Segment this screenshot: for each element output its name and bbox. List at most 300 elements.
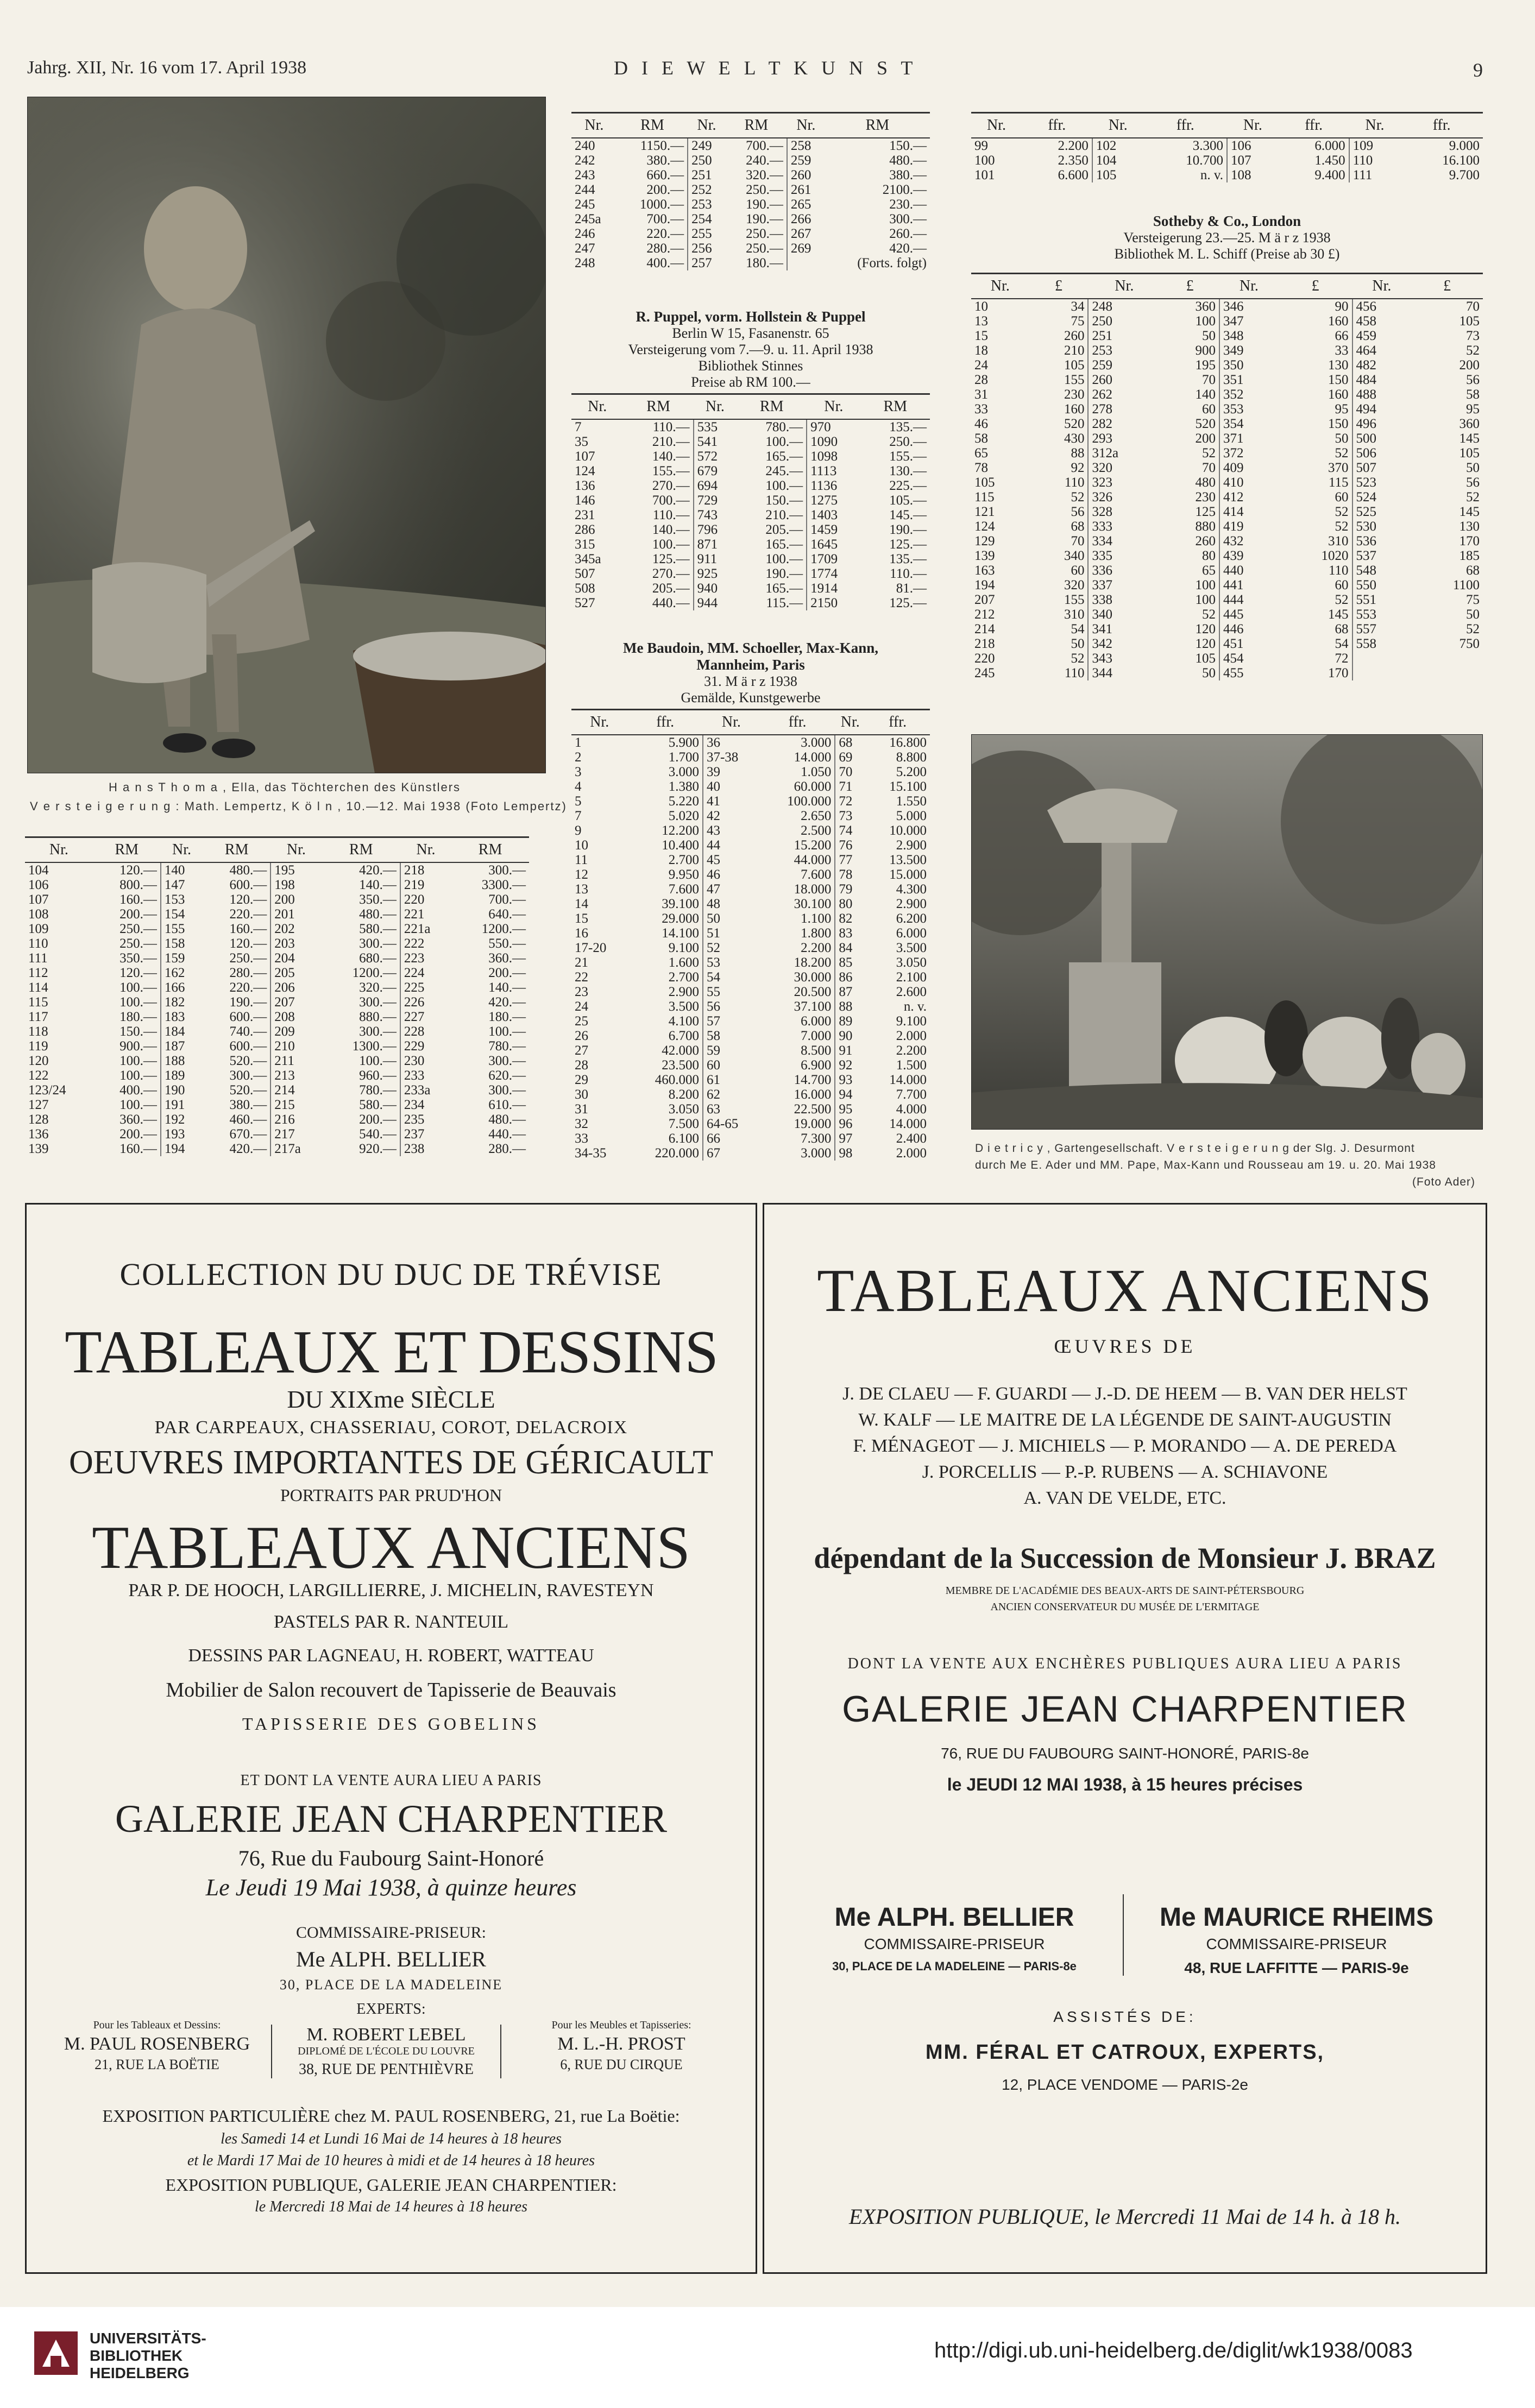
lot-price: 10.700 xyxy=(1144,153,1227,168)
lot-price: 6.700 xyxy=(627,1029,703,1043)
table-row xyxy=(571,1058,930,1073)
lot-price: 6.600 xyxy=(1022,168,1092,182)
lot-number: 18 xyxy=(974,343,988,358)
ad2-address: 76, RUE DU FAUBOURG SAINT-HONORÉ, PARIS-8e xyxy=(941,1745,1309,1762)
lot-price: 1000.— xyxy=(617,197,688,212)
table-row xyxy=(571,926,930,941)
table-row xyxy=(571,897,930,911)
table-row xyxy=(571,522,930,537)
lot-price: 1.700 xyxy=(627,750,703,765)
lot-number: 110 xyxy=(28,936,48,951)
lot-number: 86 xyxy=(839,970,853,985)
lot-number: 10 xyxy=(974,299,988,314)
ad2-rheims-address: 48, RUE LAFFITTE — PARIS-9e xyxy=(1184,1959,1409,1976)
lot-price: 75 xyxy=(1029,314,1089,329)
lot-price: 380.— xyxy=(889,168,927,182)
lot-number: 4 xyxy=(575,779,582,794)
lot-price: 120.— xyxy=(203,936,270,951)
lot-price: 660.— xyxy=(617,168,688,182)
table-row xyxy=(25,892,529,907)
lot-price: 300.— xyxy=(889,212,927,226)
lot-number: 293 xyxy=(1092,431,1112,446)
table-row xyxy=(971,666,1483,680)
ad1-expert3-note: Pour les Meubles et Tapisseries: xyxy=(551,2019,691,2031)
puppel-collection: Bibliothek Stinnes xyxy=(698,358,803,374)
lot-number: 111 xyxy=(28,951,48,966)
lot-price: 56 xyxy=(1029,505,1089,519)
lot-price: 2.400 xyxy=(896,1131,927,1146)
lot-price: 360 xyxy=(1160,299,1219,314)
lot-price: 420.— xyxy=(203,1142,270,1156)
journal-title: D I E W E L T K U N S T xyxy=(614,57,917,79)
lot-price: 185 xyxy=(1459,549,1480,563)
table-row xyxy=(571,197,930,212)
lot-number: 537 xyxy=(1356,549,1377,563)
lot-price: 610.— xyxy=(488,1098,526,1112)
lot-number: 245a xyxy=(575,212,601,226)
lot-price: 100.— xyxy=(93,995,161,1010)
library-name xyxy=(90,2330,206,2382)
table-row xyxy=(571,182,930,197)
lot-price: 250.— xyxy=(203,951,270,966)
ad2-rheims-name: Me MAURICE RHEIMS xyxy=(1159,1903,1434,1932)
lot-number: 112 xyxy=(28,966,48,980)
lot-price: 120 xyxy=(1160,636,1219,651)
lot-number: 84 xyxy=(839,941,853,955)
lot-number: 201 xyxy=(274,907,295,922)
puppel-date: Versteigerung vom 7.—9. u. 11. April 1938 xyxy=(628,342,873,357)
lot-price: 16.800 xyxy=(889,735,927,750)
lot-number: 409 xyxy=(1223,461,1244,475)
lot-price: 120.— xyxy=(93,966,161,980)
lot-number: 245 xyxy=(974,666,995,680)
page-number: 9 xyxy=(1473,59,1483,81)
lot-number: 106 xyxy=(1230,138,1251,153)
table-row xyxy=(571,256,930,270)
lot-number: 221 xyxy=(404,907,425,922)
lot-price: 52 xyxy=(1279,519,1352,534)
lot-price: 125.— xyxy=(889,596,927,610)
table-row xyxy=(25,1127,529,1142)
issue-line: Jahrg. XII, Nr. 16 vom 17. April 1938 xyxy=(27,58,307,78)
lot-number: 334 xyxy=(1092,534,1112,549)
lot-number: 70 xyxy=(839,765,853,779)
lot-number: 550 xyxy=(1356,578,1377,592)
lot-price: 300.— xyxy=(322,936,400,951)
lot-price: 260 xyxy=(1029,329,1089,343)
photo2-caption-line2: durch Me E. Ader und MM. Pape, Max-Kann und Rousseau am 19. u. 20. Mai 1938 xyxy=(975,1159,1436,1171)
lot-number: 248 xyxy=(575,256,595,270)
lot-number: 163 xyxy=(974,563,995,578)
ad1-dessins: DESSINS PAR LAGNEAU, H. ROBERT, WATTEAU xyxy=(188,1646,594,1666)
lot-number: 39 xyxy=(706,765,720,779)
table-row xyxy=(571,153,930,168)
lot-number: 242 xyxy=(575,153,595,168)
lot-price: 160 xyxy=(1029,402,1089,417)
lot-price: 5.220 xyxy=(627,794,703,809)
lot-number: 525 xyxy=(1356,505,1377,519)
lot-price: 1150.— xyxy=(617,138,688,153)
table-row xyxy=(571,212,930,226)
lot-price: 580.— xyxy=(322,1098,400,1112)
lot-price: 125 xyxy=(1160,505,1219,519)
lot-number: 35 xyxy=(575,434,588,449)
lot-number: 107 xyxy=(1230,153,1251,168)
lot-price: 10.000 xyxy=(889,823,927,838)
lot-price: n. v. xyxy=(1144,168,1227,182)
lot-price: 105 xyxy=(1459,446,1480,461)
lot-number: 7 xyxy=(575,420,582,434)
lot-number: 249 xyxy=(691,138,712,153)
lot-price: 250.— xyxy=(726,241,787,256)
lot-price: 225.— xyxy=(889,478,927,493)
lot-price: 10.400 xyxy=(627,838,703,853)
lot-number: 109 xyxy=(28,922,49,936)
lot-price: 360.— xyxy=(93,1112,161,1127)
lot-number: 192 xyxy=(164,1112,185,1127)
table-row xyxy=(971,651,1483,666)
lot-price: 480 xyxy=(1160,475,1219,490)
lot-number: 129 xyxy=(974,534,995,549)
column-header: RM xyxy=(825,113,930,138)
lot-price: 460.— xyxy=(203,1112,270,1127)
lot-price: 5.900 xyxy=(627,735,703,750)
ad2-artists-3: F. MÉNAGEOT — J. MICHIELS — P. MORANDO — A. DE PEREDA xyxy=(853,1436,1397,1456)
lot-price: 2.900 xyxy=(896,897,927,911)
lot-number: 258 xyxy=(790,138,811,153)
lot-number: 85 xyxy=(839,955,853,970)
table-row xyxy=(971,592,1483,607)
lot-price: 1.450 xyxy=(1279,153,1349,168)
lot-number: 77 xyxy=(839,853,853,867)
lot-price: 6.200 xyxy=(896,911,927,926)
lot-number: 36 xyxy=(706,735,720,750)
lot-number: 51 xyxy=(706,926,720,941)
lot-price: 270.— xyxy=(624,478,694,493)
lot-number: 225 xyxy=(404,980,425,995)
column-header: Nr. xyxy=(571,394,624,420)
ad2-artists-5: A. VAN DE VELDE, ETC. xyxy=(1023,1488,1226,1508)
lot-price: 205.— xyxy=(737,522,807,537)
lot-number: 23 xyxy=(575,985,588,999)
lot-number: 207 xyxy=(974,592,995,607)
lot-price: 880 xyxy=(1160,519,1219,534)
lot-number: 166 xyxy=(164,980,185,995)
lot-price: 150.— xyxy=(737,493,807,508)
lot-price: 60.000 xyxy=(760,779,835,794)
table-row xyxy=(25,1010,529,1024)
lot-number: 7 xyxy=(575,809,582,823)
ad1-expert2-address: 38, RUE DE PENTHIÈVRE xyxy=(299,2061,474,2078)
lot-number: 372 xyxy=(1223,446,1244,461)
lot-price: 250.— xyxy=(726,182,787,197)
lot-price: 105 xyxy=(1459,314,1480,329)
lot-number: 29 xyxy=(575,1073,588,1087)
lot-number: 488 xyxy=(1356,387,1377,402)
table-row xyxy=(971,490,1483,505)
lot-price: 22.500 xyxy=(760,1102,835,1117)
price-table-mid-3 xyxy=(571,709,930,1161)
lot-price: 1100 xyxy=(1452,578,1480,592)
lot-number: 218 xyxy=(404,863,425,878)
lot-number: 200 xyxy=(274,892,295,907)
lot-price: 56 xyxy=(1466,373,1480,387)
lot-price: 1020 xyxy=(1279,549,1352,563)
lot-number: 1403 xyxy=(810,508,838,522)
lot-price: 300.— xyxy=(322,1024,400,1039)
lot-number: 120 xyxy=(28,1054,49,1068)
lot-price: 120 xyxy=(1160,622,1219,636)
ad2-assistes: ASSISTÉS DE: xyxy=(1053,2008,1197,2025)
lot-price: 880.— xyxy=(322,1010,400,1024)
lot-price: 110.— xyxy=(624,419,694,434)
lot-price: 440.— xyxy=(488,1127,526,1142)
ad2-galerie: GALERIE JEAN CHARPENTIER xyxy=(842,1688,1408,1730)
ad2-divider xyxy=(1123,1894,1124,1976)
column-header: ffr. xyxy=(1144,113,1227,138)
lot-number: 336 xyxy=(1092,563,1112,578)
lot-number: 127 xyxy=(28,1098,49,1112)
lot-price: 125.— xyxy=(889,537,927,552)
lot-number: 205 xyxy=(274,966,295,980)
lot-price: 2.900 xyxy=(896,838,927,853)
ad2-bellier-address: 30, PLACE DE LA MADELEINE — PARIS-8e xyxy=(832,1959,1077,1973)
lot-price: 195 xyxy=(1160,358,1219,373)
table-row xyxy=(25,878,529,892)
table-row xyxy=(571,596,930,610)
lot-number: 209 xyxy=(274,1024,295,1039)
lot-price: 14.700 xyxy=(760,1073,835,1087)
lot-price: 300.— xyxy=(322,995,400,1010)
lot-number: 48 xyxy=(706,897,720,911)
lot-number: 494 xyxy=(1356,402,1377,417)
lot-price: 30.000 xyxy=(760,970,835,985)
lot-number: 444 xyxy=(1223,592,1244,607)
lot-price: 3.050 xyxy=(627,1102,703,1117)
lot-number: 233a xyxy=(404,1083,431,1098)
lot-number: 195 xyxy=(274,863,295,878)
lot-number: 548 xyxy=(1356,563,1377,578)
sotheby-collection: Bibliothek M. L. Schiff (Preise ab 30 £) xyxy=(1114,246,1340,262)
table-row xyxy=(571,838,930,853)
lot-number: 1459 xyxy=(810,522,838,537)
lot-number: 1774 xyxy=(810,566,838,581)
source-url-link[interactable]: http://digi.ub.uni-heidelberg.de/diglit/wk1938/0083 xyxy=(934,2338,1413,2362)
lot-number: 340 xyxy=(1092,607,1112,622)
lot-number: 46 xyxy=(974,417,988,431)
ad1-expert1-note: Pour les Tableaux et Dessins: xyxy=(93,2019,221,2031)
lot-price: 5.020 xyxy=(627,809,703,823)
lot-number: 1709 xyxy=(810,552,838,566)
lot-number: 34-35 xyxy=(575,1146,607,1161)
lot-number: 80 xyxy=(839,897,853,911)
column-header: Nr. xyxy=(1227,113,1279,138)
lot-price: 360 xyxy=(1459,417,1480,431)
lot-price: 140.— xyxy=(624,522,694,537)
ad2-artists-1: J. DE CLAEU — F. GUARDI — J.-D. DE HEEM — B. VAN DER HELST xyxy=(842,1384,1407,1404)
lot-number: 233 xyxy=(404,1068,425,1083)
lot-price: 165.— xyxy=(737,581,807,596)
lot-price: 52 xyxy=(1466,343,1480,358)
lot-price: 125.— xyxy=(624,552,694,566)
ad1-commissaire-label: COMMISSAIRE-PRISEUR: xyxy=(295,1924,487,1941)
lot-price: 100.— xyxy=(624,537,694,552)
table-row xyxy=(571,226,930,241)
lot-price: 250.— xyxy=(93,936,161,951)
lot-number: 68 xyxy=(839,735,853,750)
lot-price: 120.— xyxy=(93,862,161,878)
column-header: ffr. xyxy=(627,710,703,735)
painting-dietricy-garden xyxy=(971,734,1483,1130)
lot-number: 228 xyxy=(404,1024,425,1039)
photo2-caption-line1: D i e t r i c y , Gartengesellschaft. V e r s t e i g e r u n g der Slg. J. Desurmont xyxy=(975,1142,1415,1155)
lot-price: 80 xyxy=(1160,549,1219,563)
column-header: RM xyxy=(203,837,270,863)
lot-price: 360.— xyxy=(488,951,526,966)
ad1-tableaux-anciens: TABLEAUX ANCIENS xyxy=(92,1514,690,1581)
lot-number: 107 xyxy=(28,892,49,907)
lot-number: 245 xyxy=(575,197,595,212)
lot-price: 600.— xyxy=(203,878,270,892)
lot-price: 7.300 xyxy=(760,1131,835,1146)
lot-number: 217a xyxy=(274,1142,301,1156)
ad1-galerie: GALERIE JEAN CHARPENTIER xyxy=(115,1797,667,1840)
lot-price: 44.000 xyxy=(760,853,835,867)
lot-number: 154 xyxy=(164,907,185,922)
photo1-caption-line1: H a n s T h o m a , Ella, das Töchterchen des Künstlers xyxy=(109,780,461,794)
lot-price: 140.— xyxy=(322,878,400,892)
lot-number: 524 xyxy=(1356,490,1377,505)
lot-price: 600.— xyxy=(203,1010,270,1024)
table-row xyxy=(971,622,1483,636)
lot-price: 110.— xyxy=(890,566,927,581)
ad2-bellier-role: COMMISSAIRE-PRISEUR xyxy=(864,1936,1045,1952)
lot-number: 155 xyxy=(164,922,185,936)
column-header: Nr. xyxy=(1349,113,1401,138)
lot-price: 6.100 xyxy=(627,1131,703,1146)
lot-price: 2100.— xyxy=(882,182,927,197)
lot-price: 8.800 xyxy=(896,750,927,765)
library-name-line2: BIBLIOTHEK xyxy=(90,2347,183,2364)
lot-number: 237 xyxy=(404,1127,425,1142)
ad1-expert1-name: M. PAUL ROSENBERG xyxy=(64,2034,250,2054)
lot-number: 261 xyxy=(790,182,811,197)
table-row xyxy=(25,1083,529,1098)
lot-number: 111 xyxy=(1352,168,1373,182)
lot-number: 557 xyxy=(1356,622,1377,636)
lot-number: 207 xyxy=(274,995,295,1010)
lot-number: 240 xyxy=(575,138,595,153)
lot-price: 3300.— xyxy=(481,878,526,892)
table-row xyxy=(971,578,1483,592)
column-header: £ xyxy=(1279,274,1352,299)
lot-number: 216 xyxy=(274,1112,295,1127)
lot-price: 550.— xyxy=(488,936,526,951)
lot-number: 45 xyxy=(706,853,720,867)
lot-price: 9.100 xyxy=(896,1014,927,1029)
table-row xyxy=(571,1117,930,1131)
lot-price: 4.300 xyxy=(896,882,927,897)
lot-number: 121 xyxy=(974,505,995,519)
table-row xyxy=(571,985,930,999)
table-row xyxy=(971,549,1483,563)
lot-number: 328 xyxy=(1092,505,1112,519)
lot-number: 162 xyxy=(164,966,185,980)
lot-price: 700.— xyxy=(726,138,787,153)
lot-number: 10 xyxy=(575,838,588,853)
lot-number: 269 xyxy=(790,241,811,256)
library-footer xyxy=(0,2307,1535,2408)
column-header: Nr. xyxy=(1219,274,1279,299)
lot-number: 182 xyxy=(164,995,185,1010)
lot-price: 52 xyxy=(1279,446,1352,461)
lot-price: 54 xyxy=(1279,636,1352,651)
lot-price: 8.200 xyxy=(627,1087,703,1102)
table-row xyxy=(571,809,930,823)
lot-number: 43 xyxy=(706,823,720,838)
lot-number: 257 xyxy=(691,256,712,270)
lot-price xyxy=(1411,666,1483,680)
lot-price: 2.100 xyxy=(896,970,927,985)
lot-price: 190.— xyxy=(889,522,927,537)
column-header: £ xyxy=(1029,274,1089,299)
lot-price: 1.050 xyxy=(760,765,835,779)
lot-number: 92 xyxy=(839,1058,853,1073)
lot-number: 105 xyxy=(1096,168,1117,182)
lot-number: 215 xyxy=(274,1098,295,1112)
ad2-braz-title-2: ANCIEN CONSERVATEUR DU MUSÉE DE L'ERMITAGE xyxy=(990,1601,1260,1613)
table-row xyxy=(971,402,1483,417)
lot-price: 2.600 xyxy=(896,985,927,999)
table-row xyxy=(971,519,1483,534)
lot-price: 14.000 xyxy=(760,750,835,765)
lot-number: 210 xyxy=(274,1039,295,1054)
table-row xyxy=(571,138,930,153)
lot-number: 1645 xyxy=(810,537,838,552)
lot-price: 110 xyxy=(1029,666,1089,680)
price-table-mid-2 xyxy=(571,393,930,610)
column-header: RM xyxy=(737,394,807,420)
lot-price: 6.000 xyxy=(760,1014,835,1029)
lot-price: 110.— xyxy=(624,508,694,522)
lot-number: 535 xyxy=(697,420,718,434)
lot-price: 310 xyxy=(1029,607,1089,622)
lot-price: 50 xyxy=(1466,607,1480,622)
table-row xyxy=(25,1039,529,1054)
lot-price: 960.— xyxy=(322,1068,400,1083)
ad2-date: le JEUDI 12 MAI 1938, à 15 heures précises xyxy=(947,1775,1303,1794)
lot-number: 1113 xyxy=(810,464,837,478)
lot-price: 100.— xyxy=(93,980,161,995)
lot-price: 230.— xyxy=(889,197,927,212)
ad1-expo-publique: EXPOSITION PUBLIQUE, GALERIE JEAN CHARPENTIER: xyxy=(165,2175,617,2195)
lot-price: 2.200 xyxy=(1022,138,1092,153)
lot-number: 139 xyxy=(974,549,995,563)
lot-number: 119 xyxy=(28,1039,48,1054)
lot-price: 260 xyxy=(1160,534,1219,549)
lot-price: 37.100 xyxy=(760,999,835,1014)
lot-price: 120.— xyxy=(203,892,270,907)
column-header: Nr. xyxy=(25,837,93,863)
lot-price: 145 xyxy=(1459,431,1480,446)
lot-price: 190.— xyxy=(726,197,787,212)
lot-number: 147 xyxy=(164,878,185,892)
lot-price: 5.200 xyxy=(896,765,927,779)
auction-sotheby xyxy=(971,213,1483,262)
table-row xyxy=(571,911,930,926)
lot-price: 180.— xyxy=(93,1010,161,1024)
lot-number: 743 xyxy=(697,508,718,522)
